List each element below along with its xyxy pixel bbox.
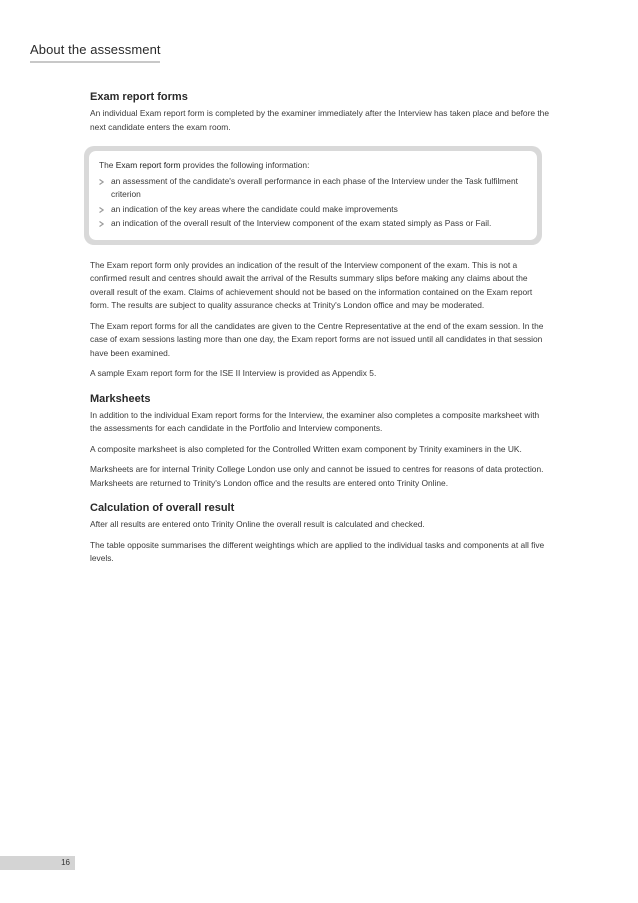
calculation-paragraph: After all results are entered onto Trinity Online the overall result is calculated and checked. [90, 519, 425, 529]
heading-marksheets: Marksheets [90, 392, 151, 405]
main-content [90, 91, 550, 573]
marksheets-paragraph: A composite marksheet is also completed for the Controlled Written exam component by Trinity examiners in the UK. [90, 443, 522, 454]
bullet-item [99, 175, 527, 202]
chevron-right-icon [99, 207, 104, 213]
bullet-item [99, 217, 527, 231]
marksheets-paragraph: Marksheets are for internal Trinity College London use only and cannot be issued to centres for reasons of data protection. Marksheets are returned to Trinity's London office and the results are entered onto Trinity Online. [90, 464, 544, 488]
exam-report-forms-intro: An individual Exam report form is completed by the examiner immediately after the Interview has taken place and before the next candidate enters the exam room. [90, 108, 549, 132]
section-title: About the assessment [30, 42, 161, 57]
info-box-intro-suffix: provides the following information: [180, 160, 310, 170]
exam-report-paragraph: A sample Exam report form for the ISE II Interview is provided as Appendix 5. [90, 368, 377, 378]
page-number: 16 [61, 858, 70, 867]
exam-report-paragraph: The Exam report forms for all the candidates are given to the Centre Representative at the end of the exam session. In the case of exam sessions lasting more than one day, the Exam report forms are not issued until all candidates in that session have been examined. [90, 320, 544, 358]
chevron-right-icon [99, 221, 104, 227]
bullet-text: an indication of the overall result of the Interview component of the exam stated simply as Pass or Fail. [111, 218, 492, 228]
info-box-intro [99, 159, 527, 173]
heading-exam-report-forms: Exam report forms [90, 91, 188, 103]
chevron-right-icon [99, 179, 104, 185]
info-box-bullet-list [99, 175, 527, 231]
marksheets-paragraph: In addition to the individual Exam report forms for the Interview, the examiner also completes a composite marksheet with the assessments for each candidate in the Portfolio and Interview components. [90, 409, 540, 433]
info-box [84, 146, 542, 245]
info-box-intro-prefix: The [99, 160, 116, 170]
section-title-underline [30, 61, 160, 63]
info-box-inner [89, 151, 537, 240]
bullet-text: an indication of the key areas where the candidate could make improvements [111, 203, 398, 214]
heading-calculation-of-overall-result: Calculation of overall result [90, 502, 235, 514]
bullet-text: an assessment of the candidate's overall performance in each phase of the Interview under the Task fulfilment criterion [111, 175, 518, 199]
bullet-item [99, 203, 527, 217]
exam-report-paragraph: The Exam report form only provides an indication of the result of the Interview component of the exam. This is not a confirmed result and centres should await the arrival of the Results summary slips before making any claims about the overall result of the exam. Claims of achievement should not be based on the information contained on the Exam report form. The results are subject to quality assurance checks at Trinity's London office and may be moderated. [90, 259, 533, 310]
calculation-paragraph: The table opposite summarises the different weightings which are applied to the individual tasks and components at all five levels. [90, 539, 545, 563]
info-box-intro-term: Exam report form [115, 160, 181, 170]
